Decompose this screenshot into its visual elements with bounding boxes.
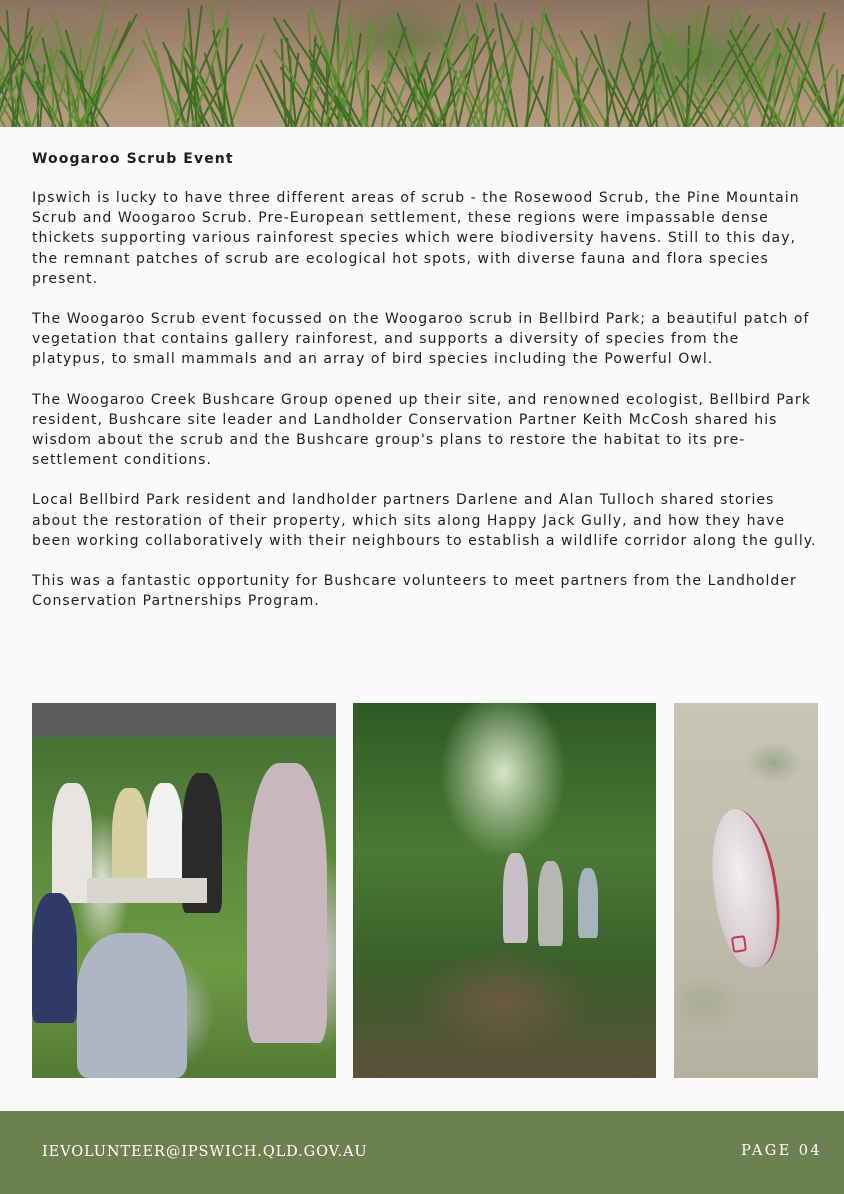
article-paragraph: Local Bellbird Park resident and landholder partners Darlene and Alan Tulloch shared stories about the restoration of their property, which sits along Happy Jack Gully, and how they have been working collaboratively with their neighbours to establish a wildlife corridor along the gully. (32, 492, 817, 549)
header-banner-photo (0, 0, 844, 127)
article-paragraph: The Woogaroo Scrub event focussed on the Woogaroo scrub in Bellbird Park; a beautiful patch of vegetation that contains gallery rainforest, and supports a diversity of species from the platypus, to small mammals and an array of bird species including the Powerful Owl. (32, 311, 810, 368)
contact-email-link[interactable]: IEVOLUNTEER@IPSWICH.QLD.GOV.AU (42, 1144, 368, 1160)
grass-blade (229, 33, 265, 127)
article-title: Woogaroo Scrub Event (32, 151, 234, 167)
article-paragraph: This was a fantastic opportunity for Bushcare volunteers to meet partners from the Landholder Conservation Partnerships Program. (32, 573, 797, 610)
photo-slug-on-tree (674, 703, 818, 1078)
grass-blade (530, 22, 599, 127)
page-number: PAGE 04 (741, 1143, 822, 1159)
grass-blade (746, 72, 785, 127)
footer-bar (0, 1111, 844, 1194)
article-paragraph: The Woogaroo Creek Bushcare Group opened up their site, and renowned ecologist, Bellbird Park resident, Bushcare site leader and Landholder Conservation Partner Keith McCosh shared his wisdom about the scrub and the Bushcare group's plans to restore the habitat to its pre-settlement conditions. (32, 391, 811, 469)
photo-group-under-gazebo (32, 703, 336, 1078)
photo-rainforest-walk (353, 703, 656, 1078)
article (32, 149, 817, 631)
article-paragraph: Ipswich is lucky to have three different areas of scrub - the Rosewood Scrub, the Pine Mountain Scrub and Woogaroo Scrub. Pre-European settlement, these regions were impassable dense thickets supporting various rainforest species which were biodiversity havens. Still to this day, the remnant patches of scrub are ecological hot spots, with diverse fauna and flora species present. (32, 190, 800, 287)
